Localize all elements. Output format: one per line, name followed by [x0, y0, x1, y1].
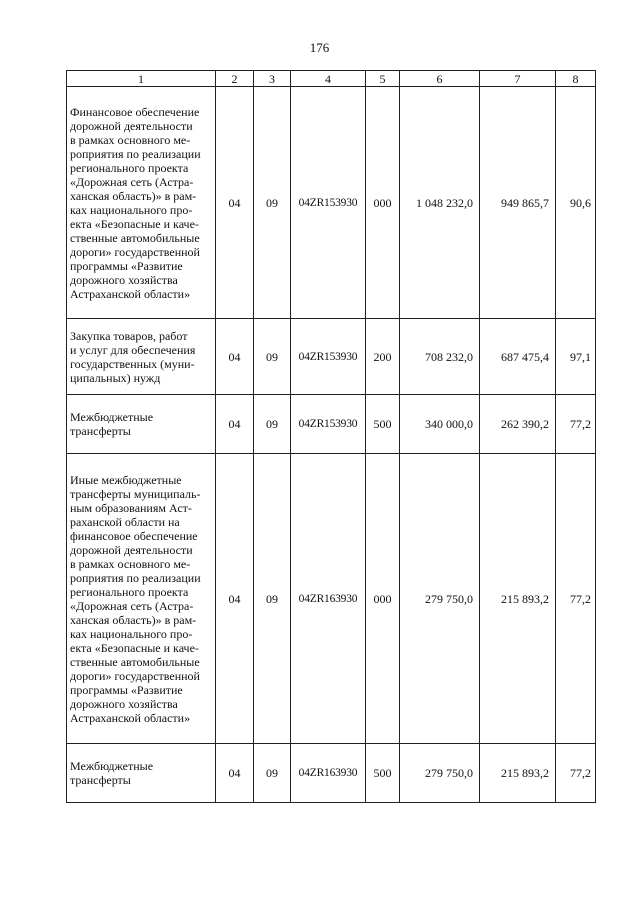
- approved-amount-cell: 279 750,0: [400, 454, 480, 744]
- column-header: 5: [366, 71, 400, 87]
- row-name-cell: [67, 744, 216, 803]
- column-header: 3: [254, 71, 291, 87]
- row-name-cell: [67, 395, 216, 454]
- executed-amount-cell: 215 893,2: [480, 744, 556, 803]
- approved-amount-cell: 708 232,0: [400, 319, 480, 395]
- executed-amount-cell: 262 390,2: [480, 395, 556, 454]
- row-name-text: Иные межбюджетные трансферты муниципаль- ным образованиям Аст- раханской области на финансовое обеспечение дорожной деятельности в рамках основного ме- роприятия по реализации регионального проекта «Дорожная сеть (Астра- ханская область)» в рам- ках национального про- екта «Безопасные и каче- ственные автомобильные дороги» государственной программы «Развитие дорожного хозяйства Астраханской области»: [70, 472, 201, 725]
- executed-amount-cell: 215 893,2: [480, 454, 556, 744]
- expense-type-cell: 500: [366, 744, 400, 803]
- subsection-cell: 09: [254, 395, 291, 454]
- section-cell: 04: [216, 395, 254, 454]
- row-name-text: Закупка товаров, работ и услуг для обеспечения государственных (муни- ципальных) нужд: [70, 328, 196, 385]
- expense-type-cell: 000: [366, 87, 400, 319]
- section-cell: 04: [216, 454, 254, 744]
- section-cell: 04: [216, 87, 254, 319]
- executed-amount-cell: 687 475,4: [480, 319, 556, 395]
- expense-type-cell: 500: [366, 395, 400, 454]
- page-number: 176: [309, 40, 330, 55]
- percent-cell: 97,1: [556, 319, 596, 395]
- row-name-text: Финансовое обеспечение дорожной деятельности в рамках основного ме- роприятия по реализации регионального проекта «Дорожная сеть (Астра- ханская область)» в рам- ках национального про- екта «Безопасные и каче- ственные автомобильные дороги» государственной программы «Развитие дорожного хозяйства Астраханской области»: [70, 104, 201, 301]
- target-article-cell: 04ZR153930: [291, 87, 366, 319]
- approved-amount-cell: 1 048 232,0: [400, 87, 480, 319]
- subsection-cell: 09: [254, 454, 291, 744]
- percent-cell: 77,2: [556, 744, 596, 803]
- table-row: [67, 454, 596, 744]
- target-article-cell: 04ZR153930: [291, 319, 366, 395]
- table-row: [67, 395, 596, 454]
- expense-type-cell: 200: [366, 319, 400, 395]
- approved-amount-cell: 279 750,0: [400, 744, 480, 803]
- percent-cell: 90,6: [556, 87, 596, 319]
- subsection-cell: 09: [254, 319, 291, 395]
- table-header-row: [67, 71, 596, 87]
- expense-type-cell: 000: [366, 454, 400, 744]
- section-cell: 04: [216, 319, 254, 395]
- subsection-cell: 09: [254, 87, 291, 319]
- column-header: 7: [480, 71, 556, 87]
- percent-cell: 77,2: [556, 395, 596, 454]
- column-header: 8: [556, 71, 596, 87]
- budget-table: [66, 70, 596, 803]
- approved-amount-cell: 340 000,0: [400, 395, 480, 454]
- executed-amount-cell: 949 865,7: [480, 87, 556, 319]
- row-name-cell: [67, 87, 216, 319]
- table-row: [67, 319, 596, 395]
- column-header: 2: [216, 71, 254, 87]
- column-header: 1: [67, 71, 216, 87]
- percent-cell: 77,2: [556, 454, 596, 744]
- target-article-cell: 04ZR153930: [291, 395, 366, 454]
- row-name-text: Межбюджетные трансферты: [70, 410, 154, 438]
- row-name-text: Межбюджетные трансферты: [70, 759, 154, 787]
- section-cell: 04: [216, 744, 254, 803]
- row-name-cell: [67, 319, 216, 395]
- table-row: [67, 87, 596, 319]
- column-header: 4: [291, 71, 366, 87]
- target-article-cell: 04ZR163930: [291, 454, 366, 744]
- column-header: 6: [400, 71, 480, 87]
- row-name-cell: [67, 454, 216, 744]
- subsection-cell: 09: [254, 744, 291, 803]
- table-row: [67, 744, 596, 803]
- target-article-cell: 04ZR163930: [291, 744, 366, 803]
